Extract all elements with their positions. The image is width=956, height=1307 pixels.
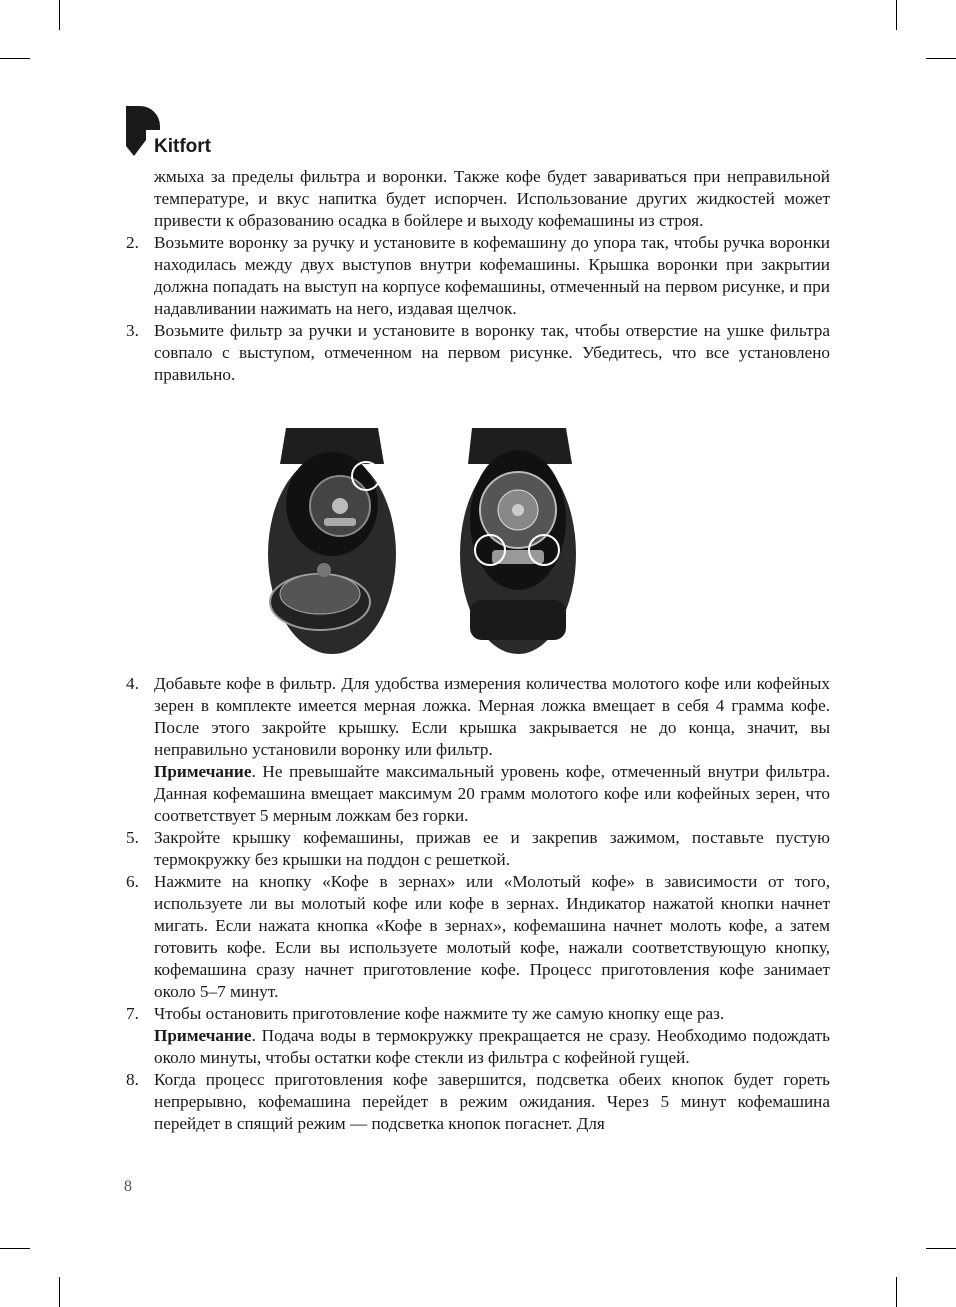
bottom-text [124, 673, 830, 1135]
coffee-machine-funnel-photo-icon [266, 424, 398, 656]
top-text [124, 166, 830, 386]
step-7-note [124, 1025, 830, 1069]
crop-mark [59, 0, 60, 30]
step-4-note [124, 761, 830, 827]
step-text: Когда процесс приготовления кофе завершится, подсветка обеих кнопок будет гореть непрерывно, кофемашина перейдет в режим ожидания. Через 5 минут кофемашина перейдет в спящий режим — подсветка кнопок погаснет. Для [154, 1070, 830, 1133]
step-text: Возьмите фильтр за ручки и установите в воронку так, чтобы отверстие на ушке фильтра совпало с выступом, отмеченном на первом рисунке. Убедитесь, что все установлено правильно. [154, 321, 830, 384]
step-6 [124, 871, 830, 1003]
step-7 [124, 1003, 830, 1025]
step-number: 5. [126, 828, 139, 847]
coffee-machine-filter-photo-icon [458, 424, 578, 656]
step-number: 2. [126, 233, 139, 252]
step-number: 8. [126, 1070, 139, 1089]
step-number: 4. [126, 674, 139, 693]
step-3 [124, 320, 830, 386]
step-8 [124, 1069, 830, 1135]
crop-mark [0, 1248, 30, 1249]
step-text: Чтобы остановить приготовление кофе нажмите ту же самую кнопку еще раз. [154, 1004, 725, 1023]
step-text: Добавьте кофе в фильтр. Для удобства измерения количества молотого кофе или кофейных зерен в комплекте имеется мерная ложка. Мерная ложка вмещает в себя 4 грамма кофе. После этого закройте крышку. Если крышка закрывается не до конца, значит, вы неправильно установили воронку или фильтр. [154, 674, 830, 759]
step-5 [124, 827, 830, 871]
crop-mark [896, 1277, 897, 1307]
crop-mark [926, 1248, 956, 1249]
step-text: Закройте крышку кофемашины, прижав ее и закрепив зажимом, поставьте пустую термокружку без крышки на поддон с решеткой. [154, 828, 830, 869]
page-number: 8 [124, 1178, 132, 1195]
step-number: 3. [126, 321, 139, 340]
crop-mark [59, 1277, 60, 1307]
note-label: Примечание [154, 762, 252, 781]
step-text: Нажмите на кнопку «Кофе в зернах» или «Молотый кофе» в зависимости от того, используете ли вы молотый кофе или кофе в зернах. Индикатор нажатой кнопки начнет мигать. Если нажата кнопка «Кофе в зернах», кофемашина начнет молоть кофе, а затем готовить кофе. Если вы используете молотый кофе, нажали соответствующую кнопку, кофемашина сразу начнет приготовление кофе. Процесс приготовления кофе занимает около 5–7 минут. [154, 872, 830, 1001]
step-number: 7. [126, 1004, 139, 1023]
step-4 [124, 673, 830, 761]
note-text: . Не превышайте максимальный уровень кофе, отмеченный внутри фильтра. Данная кофемашина вмещает максимум 20 грамм молотого кофе или кофейных зерен, что соответствует 5 мерным ложкам без горки. [154, 762, 830, 825]
note-label: Примечание [154, 1026, 252, 1045]
crop-mark [896, 0, 897, 30]
intro-paragraph: жмыха за пределы фильтра и воронки. Также кофе будет завариваться при неправильной температуре, и вкус напитка будет испорчен. Использование других жидкостей может привести к образованию осадка в бойлере и выходу кофемашины из строя. [154, 167, 830, 230]
step-2 [124, 232, 830, 320]
note-text: . Подача воды в термокружку прекращается не сразу. Необходимо подождать около минуты, чтобы остатки кофе стекли из фильтра с кофейной гущей. [154, 1026, 830, 1067]
crop-mark [0, 58, 30, 59]
step-number: 6. [126, 872, 139, 891]
crop-mark [926, 58, 956, 59]
brand-name: Kitfort [154, 136, 211, 157]
step-text: Возьмите воронку за ручку и установите в кофемашину до упора так, чтобы ручка воронки находилась между двух выступов внутри кофемашины. Крышка воронки при закрытии должна попадать на выступ на корпусе кофемашины, отмеченный на первом рисунке, и при надавливании нажимать на него, издавая щелчок. [154, 233, 830, 318]
